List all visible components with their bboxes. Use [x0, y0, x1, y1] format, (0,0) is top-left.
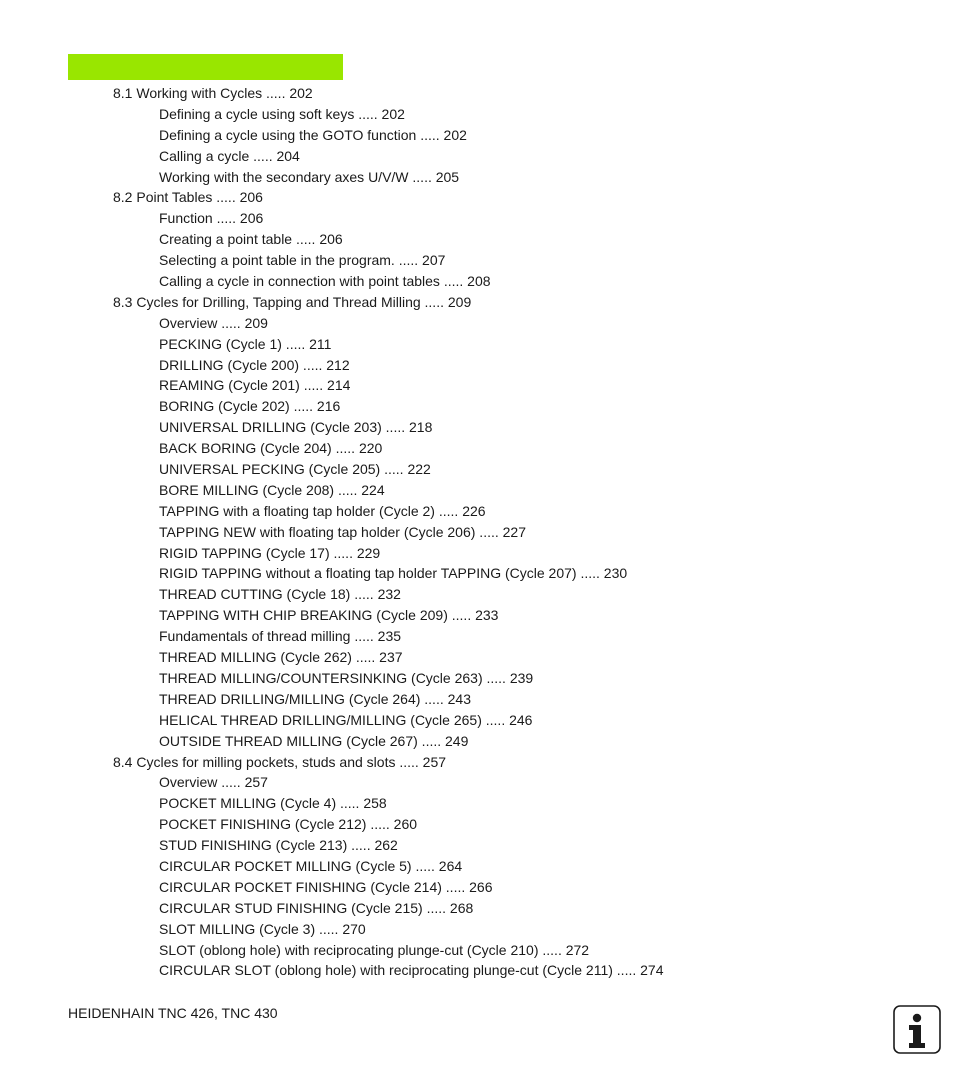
toc-subsection-entry: SLOT (oblong hole) with reciprocating plunge-cut (Cycle 210) ..... 272: [159, 941, 590, 958]
toc-section-entry: 8.2 Point Tables ..... 206: [113, 189, 263, 206]
toc-subsection-entry: TAPPING NEW with floating tap holder (Cycle 206) ..... 227: [159, 523, 527, 540]
toc-subsection-entry: RIGID TAPPING (Cycle 17) ..... 229: [159, 544, 381, 561]
info-icon: [893, 1005, 941, 1054]
toc-subsection-entry: REAMING (Cycle 201) ..... 214: [159, 377, 351, 394]
toc-subsection-entry: Calling a cycle ..... 204: [159, 147, 300, 164]
toc-subsection-entry: BORE MILLING (Cycle 208) ..... 224: [159, 481, 385, 498]
toc-subsection-entry: THREAD MILLING/COUNTERSINKING (Cycle 263) ..... 239: [159, 669, 534, 686]
toc-subsection-entry: Defining a cycle using soft keys ..... 202: [159, 105, 405, 122]
toc-subsection-entry: Working with the secondary axes U/V/W ..... 205: [159, 168, 460, 185]
toc-subsection-entry: Overview ..... 209: [159, 314, 268, 331]
toc-subsection-entry: TAPPING WITH CHIP BREAKING (Cycle 209) ..... 233: [159, 607, 499, 624]
toc-subsection-entry: Overview ..... 257: [159, 774, 268, 791]
toc-subsection-entry: Creating a point table ..... 206: [159, 231, 343, 248]
toc-subsection-entry: STUD FINISHING (Cycle 213) ..... 262: [159, 837, 398, 854]
toc-subsection-entry: CIRCULAR STUD FINISHING (Cycle 215) ..... 268: [159, 899, 474, 916]
toc-subsection-entry: Selecting a point table in the program. ..... 207: [159, 252, 446, 269]
toc-subsection-entry: OUTSIDE THREAD MILLING (Cycle 267) ..... 249: [159, 732, 469, 749]
toc-subsection-entry: SLOT MILLING (Cycle 3) ..... 270: [159, 920, 366, 937]
toc-subsection-entry: POCKET FINISHING (Cycle 212) ..... 260: [159, 816, 418, 833]
toc-subsection-entry: RIGID TAPPING without a floating tap holder TAPPING (Cycle 207) ..... 230: [159, 565, 628, 582]
toc-section-entry: 8.4 Cycles for milling pockets, studs and slots ..... 257: [113, 753, 447, 770]
toc-subsection-entry: Function ..... 206: [159, 210, 264, 227]
chapter-color-bar: [68, 54, 343, 80]
toc-subsection-entry: THREAD DRILLING/MILLING (Cycle 264) ..... 243: [159, 690, 471, 707]
toc-subsection-entry: CIRCULAR POCKET FINISHING (Cycle 214) ..... 266: [159, 878, 493, 895]
toc-section-entry: 8.1 Working with Cycles ..... 202: [113, 85, 313, 101]
toc-subsection-entry: TAPPING with a floating tap holder (Cycle 2) ..... 226: [159, 502, 486, 519]
toc-subsection-entry: CIRCULAR POCKET MILLING (Cycle 5) ..... 264: [159, 857, 463, 874]
toc-subsection-entry: PECKING (Cycle 1) ..... 211: [159, 335, 332, 352]
toc-subsection-entry: THREAD MILLING (Cycle 262) ..... 237: [159, 649, 403, 666]
toc-subsection-entry: DRILLING (Cycle 200) ..... 212: [159, 356, 350, 373]
toc-subsection-entry: Defining a cycle using the GOTO function ..... 202: [159, 126, 467, 143]
toc-section-entry: 8.3 Cycles for Drilling, Tapping and Thread Milling ..... 209: [113, 293, 472, 310]
toc-subsection-entry: THREAD CUTTING (Cycle 18) ..... 232: [159, 586, 401, 603]
toc-subsection-entry: UNIVERSAL DRILLING (Cycle 203) ..... 218: [159, 419, 433, 436]
toc-subsection-entry: POCKET MILLING (Cycle 4) ..... 258: [159, 795, 387, 812]
toc-subsection-entry: HELICAL THREAD DRILLING/MILLING (Cycle 265) ..... 246: [159, 711, 533, 728]
toc-subsection-entry: BACK BORING (Cycle 204) ..... 220: [159, 440, 383, 457]
toc-subsection-entry: Calling a cycle in connection with point tables ..... 208: [159, 273, 491, 290]
toc-subsection-entry: CIRCULAR SLOT (oblong hole) with reciprocating plunge-cut (Cycle 211) ..... 274: [159, 962, 664, 979]
table-of-contents: [0, 83, 954, 981]
footer-product-name: HEIDENHAIN TNC 426, TNC 430: [68, 1005, 278, 1021]
toc-subsection-entry: UNIVERSAL PECKING (Cycle 205) ..... 222: [159, 461, 431, 478]
toc-subsection-entry: Fundamentals of thread milling ..... 235: [159, 628, 402, 645]
toc-subsection-entry: BORING (Cycle 202) ..... 216: [159, 398, 341, 415]
